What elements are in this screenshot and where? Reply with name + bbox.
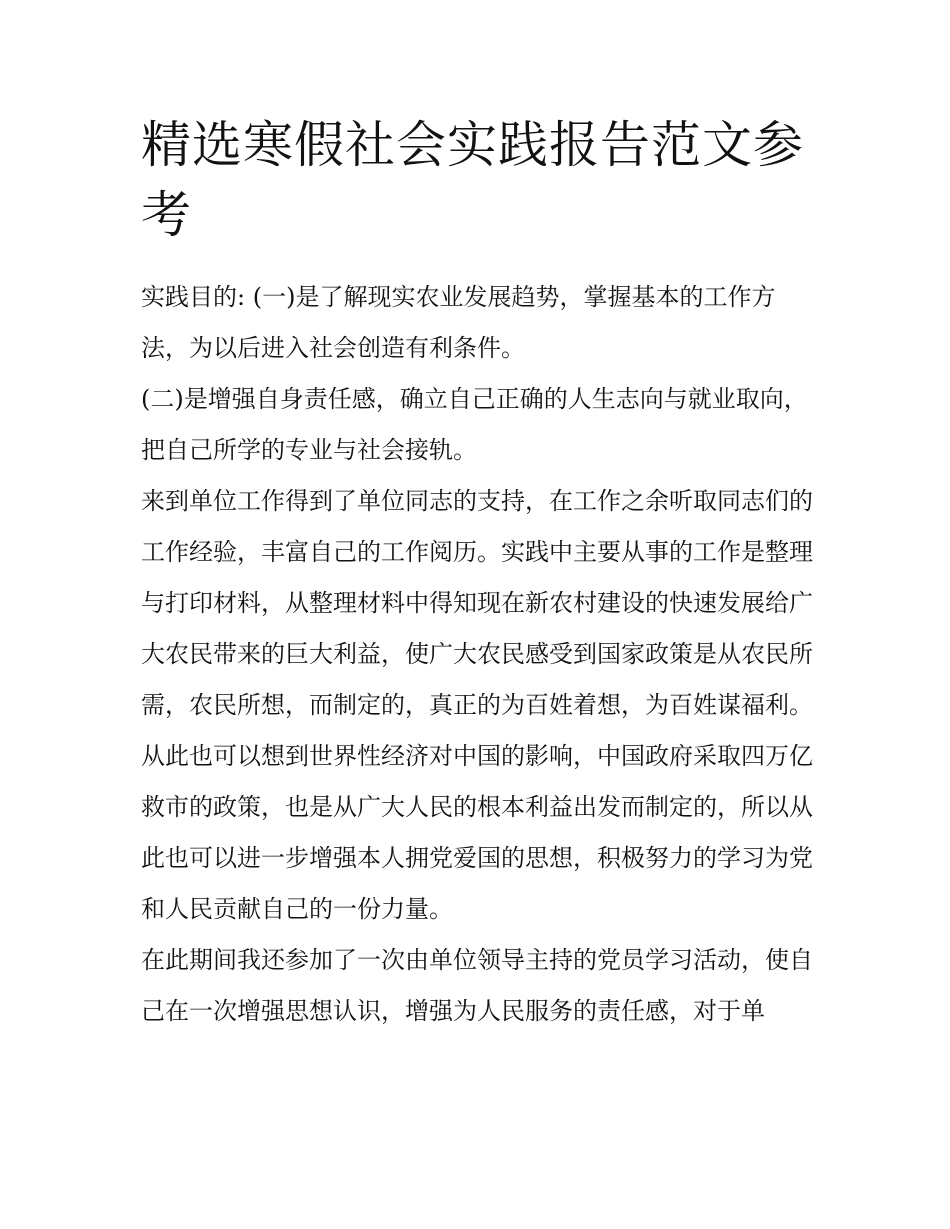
paragraph-practice-purpose: 实践目的: (一)是了解现实农业发展趋势，掌握基本的工作方法，为以后进入社会创造有利条件。 — [141, 283, 776, 362]
document-content — [141, 110, 816, 1037]
paragraph-work-experience: 来到单位工作得到了单位同志的支持，在工作之余听取同志们的工作经验，丰富自己的工作阅历。实践中主要从事的工作是整理与打印材料，从整理材料中得知现在新农村建设的快速发展给广大农民带来的巨大利益，使广大农民感受到国家政策是从农民所需，农民所想，而制定的，真正的为百姓着想，为百姓谋福利。 — [141, 487, 813, 719]
paragraph-economic-impact: 从此也可以想到世界性经济对中国的影响，中国政府采取四万亿救市的政策，也是从广大人民的根本利益出发而制定的，所以从此也可以进一步增强本人拥党爱国的思想，积极努力的学习为党和人民贡献自己的一份力量。 — [141, 742, 813, 923]
paragraph-responsibility: (二)是增强自身责任感，确立自己正确的人生志向与就业取向，把自己所学的专业与社会接轨。 — [141, 385, 808, 464]
document-body — [141, 272, 816, 1037]
document-title: 精选寒假社会实践报告范文参考 — [141, 116, 804, 244]
paragraph-party-study: 在此期间我还参加了一次由单位领导主持的党员学习活动，使自己在一次增强思想认识，增强为人民服务的责任感，对于单 — [141, 946, 813, 1025]
